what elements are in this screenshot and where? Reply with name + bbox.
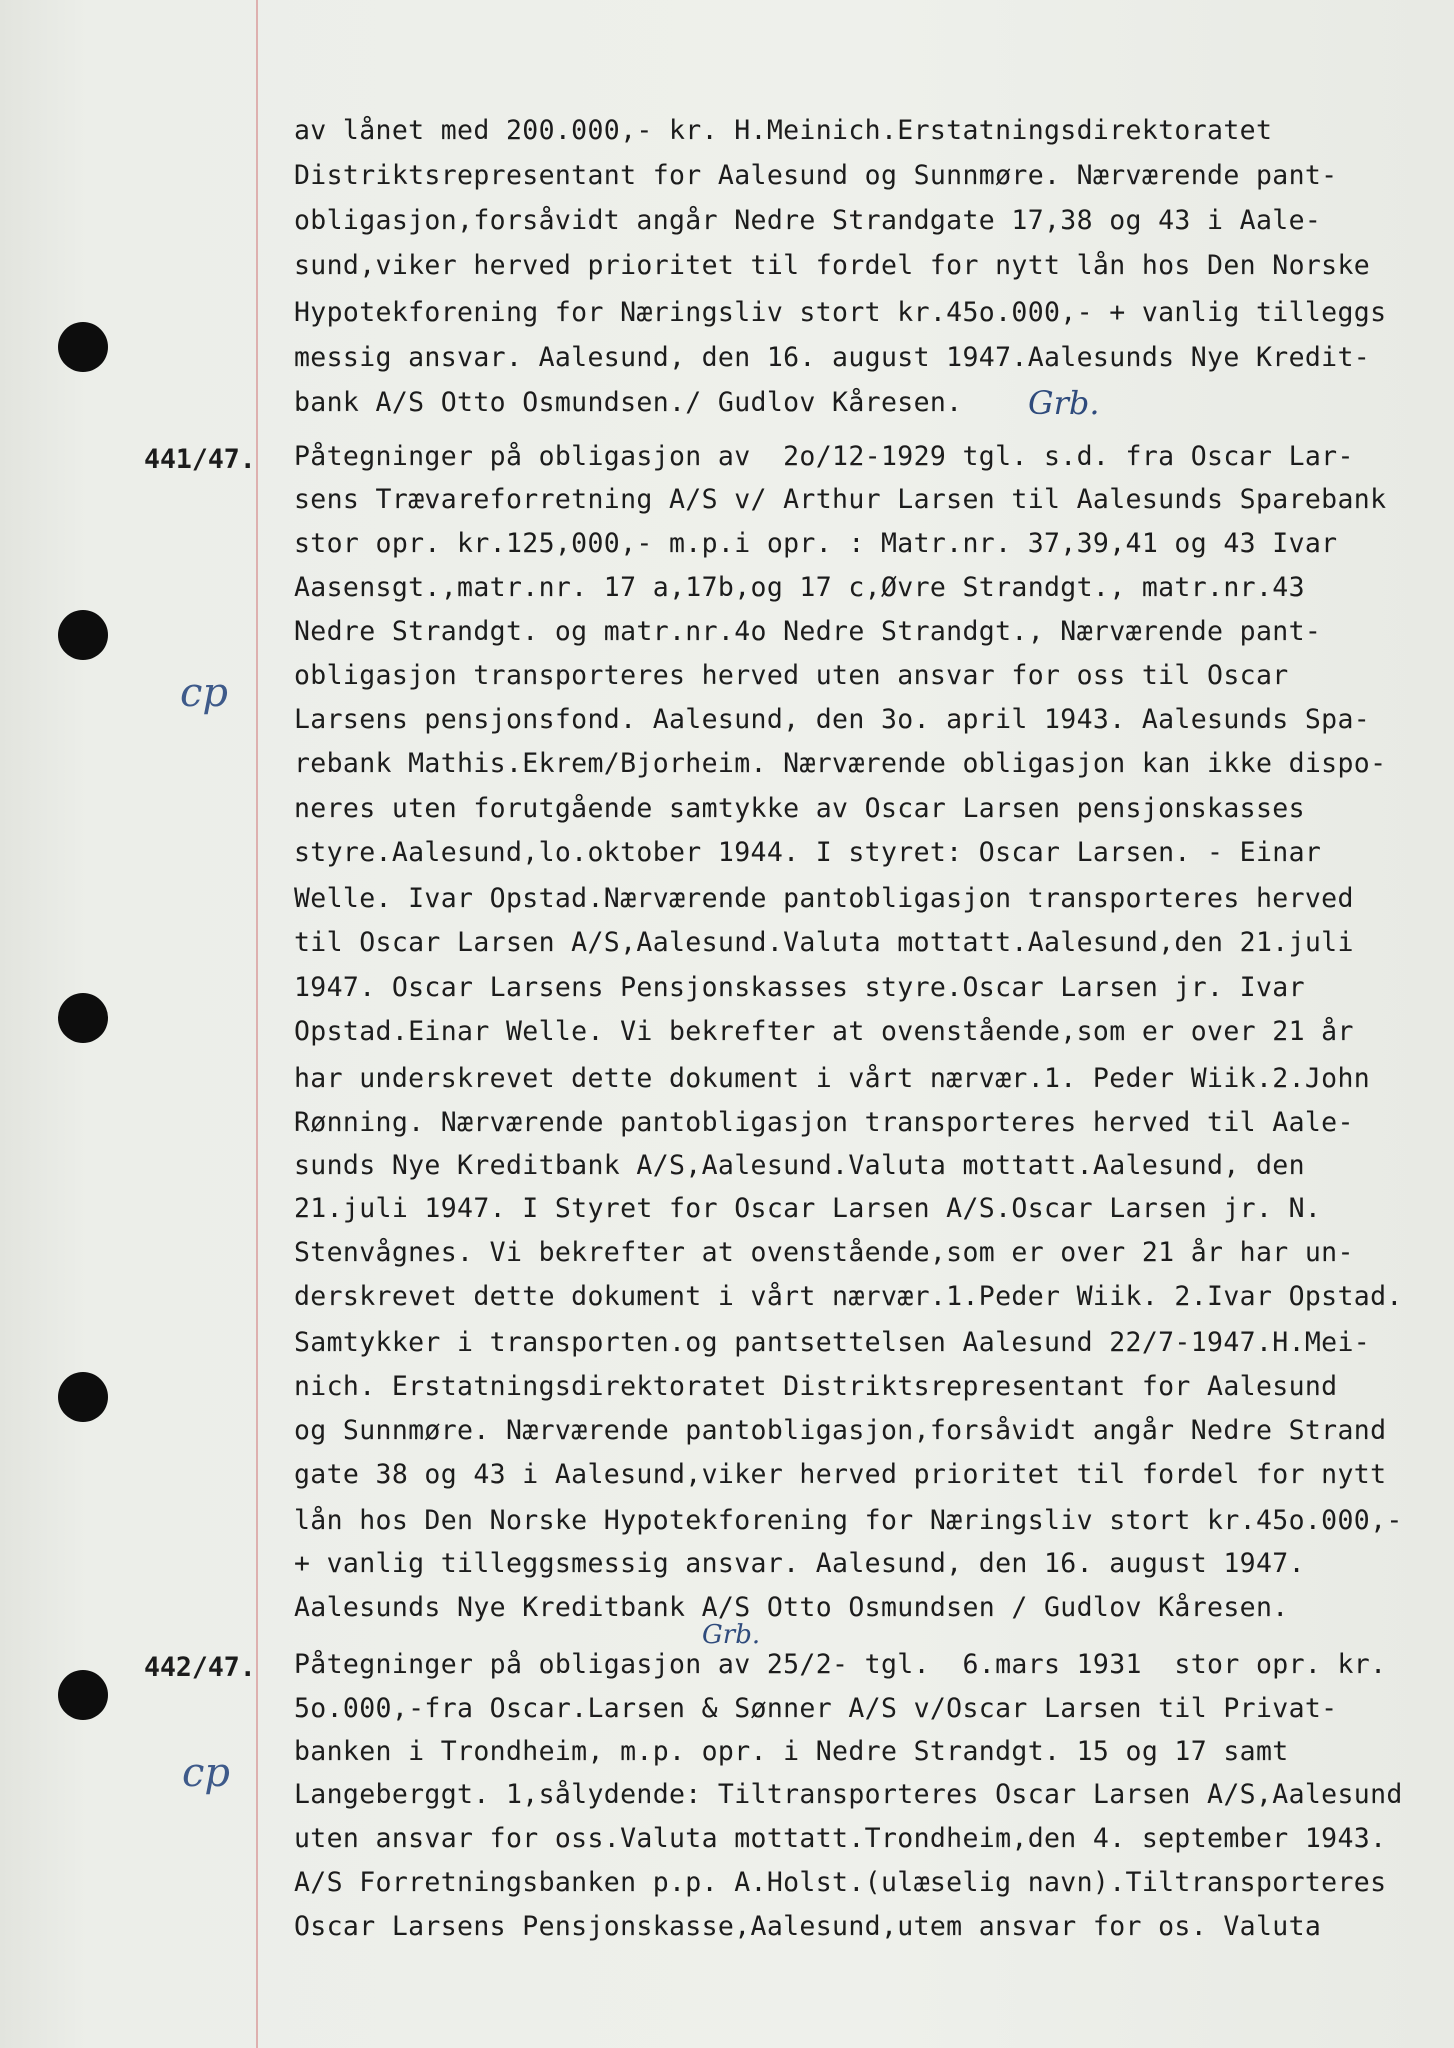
text-line: 5o.000,-fra Oscar.Larsen & Sønner A/S v/Oscar Larsen til Privat- [294,1693,1338,1724]
text-line: sund,viker herved prioritet til fordel for nytt lån hos Den Norske [294,250,1371,281]
text-line: banken i Trondheim, m.p. opr. i Nedre Strandgt. 15 og 17 samt [294,1736,1289,1767]
punch-hole [58,993,108,1043]
text-line: sens Trævareforretning A/S v/ Arthur Larsen til Aalesunds Sparebank [294,484,1387,515]
text-line: bank A/S Otto Osmundsen./ Gudlov Kåresen. [294,387,963,418]
margin-checkmark: cp [180,670,229,716]
text-line: Hypotekforening for Næringsliv stort kr.45o.000,- + vanlig tilleggs [294,297,1387,328]
text-line: og Sunnmøre. Nærværende pantobligasjon,forsåvidt angår Nedre Strand [294,1415,1387,1446]
text-line: messig ansvar. Aalesund, den 16. august 1947.Aalesunds Nye Kredit- [294,342,1371,373]
text-line: A/S Forretningsbanken p.p. A.Holst.(ulæselig navn).Tiltransporteres [294,1867,1387,1898]
punch-hole [58,1372,108,1422]
text-line: stor opr. kr.125,000,- m.p.i opr. : Matr.nr. 37,39,41 og 43 Ivar [294,528,1338,559]
punch-hole [58,1670,108,1720]
text-line: Påtegninger på obligasjon av 2o/12-1929 tgl. s.d. fra Oscar Lar- [294,441,1354,472]
text-line: til Oscar Larsen A/S,Aalesund.Valuta mottatt.Aalesund,den 21.juli [294,927,1354,958]
text-line: neres uten forutgående samtykke av Oscar Larsen pensjonskasses [294,793,1305,824]
text-line: + vanlig tilleggsmessig ansvar. Aalesund, den 16. august 1947. [294,1548,1305,1579]
text-line: Larsens pensjonsfond. Aalesund, den 3o. april 1943. Aalesunds Spa- [294,704,1371,735]
text-line: uten ansvar for oss.Valuta mottatt.Trondheim,den 4. september 1943. [294,1823,1387,1854]
text-line: Aasensgt.,matr.nr. 17 a,17b,og 17 c,Øvre Strandgt., matr.nr.43 [294,572,1305,603]
text-line: Langeberggt. 1,sålydende: Tiltransporteres Oscar Larsen A/S,Aalesund [294,1779,1403,1810]
text-line: Aalesunds Nye Kreditbank A/S Otto Osmundsen / Gudlov Kåresen. [294,1592,1289,1623]
margin-rule [256,0,258,2048]
text-line: har underskrevet dette dokument i vårt nærvær.1. Peder Wiik.2.John [294,1063,1371,1094]
text-line: Rønning. Nærværende pantobligasjon transporteres herved til Aale- [294,1107,1354,1138]
handwritten-initials: Grb. [702,1620,761,1650]
handwritten-initials: Grb. [1028,384,1100,422]
text-line: 1947. Oscar Larsens Pensjonskasses styre.Oscar Larsen jr. Ivar [294,972,1305,1003]
text-line: av lånet med 200.000,- kr. H.Meinich.Erstatningsdirektoratet [294,115,1273,146]
text-line: gate 38 og 43 i Aalesund,viker herved prioritet til fordel for nytt [294,1459,1387,1490]
text-line: Oscar Larsens Pensjonskasse,Aalesund,utem ansvar for os. Valuta [294,1911,1322,1942]
text-line: Stenvågnes. Vi bekrefter at ovenstående,som er over 21 år har un- [294,1237,1354,1268]
punch-hole [58,610,108,660]
entry-number: 441/47. [144,444,256,475]
text-line: styre.Aalesund,lo.oktober 1944. I styret: Oscar Larsen. - Einar [294,837,1322,868]
margin-checkmark: cp [182,1750,231,1796]
text-line: lån hos Den Norske Hypotekforening for Næringsliv stort kr.45o.000,- [294,1505,1403,1536]
text-line: Welle. Ivar Opstad.Nærværende pantobligasjon transporteres herved [294,883,1354,914]
text-line: nich. Erstatningsdirektoratet Distriktsrepresentant for Aalesund [294,1371,1338,1402]
text-line: rebank Mathis.Ekrem/Bjorheim. Nærværende obligasjon kan ikke dispo- [294,748,1387,779]
text-line: sunds Nye Kreditbank A/S,Aalesund.Valuta mottatt.Aalesund, den [294,1150,1305,1181]
text-line: Opstad.Einar Welle. Vi bekrefter at ovenstående,som er over 21 år [294,1016,1354,1047]
text-line: Påtegninger på obligasjon av 25/2- tgl. 6.mars 1931 stor opr. kr. [294,1649,1387,1680]
text-line: 21.juli 1947. I Styret for Oscar Larsen A/S.Oscar Larsen jr. N. [294,1193,1322,1224]
text-line: obligasjon,forsåvidt angår Nedre Strandgate 17,38 og 43 i Aale- [294,205,1322,236]
punch-hole [58,322,108,372]
entry-number: 442/47. [144,1652,256,1683]
text-line: Nedre Strandgt. og matr.nr.4o Nedre Strandgt., Nærværende pant- [294,616,1322,647]
text-line: Samtykker i transporten.og pantsettelsen Aalesund 22/7-1947.H.Mei- [294,1327,1371,1358]
text-line: obligasjon transporteres herved uten ansvar for oss til Oscar [294,660,1289,691]
text-line: Distriktsrepresentant for Aalesund og Sunnmøre. Nærværende pant- [294,160,1338,191]
text-line: derskrevet dette dokument i vårt nærvær.1.Peder Wiik. 2.Ivar Opstad. [294,1281,1403,1312]
